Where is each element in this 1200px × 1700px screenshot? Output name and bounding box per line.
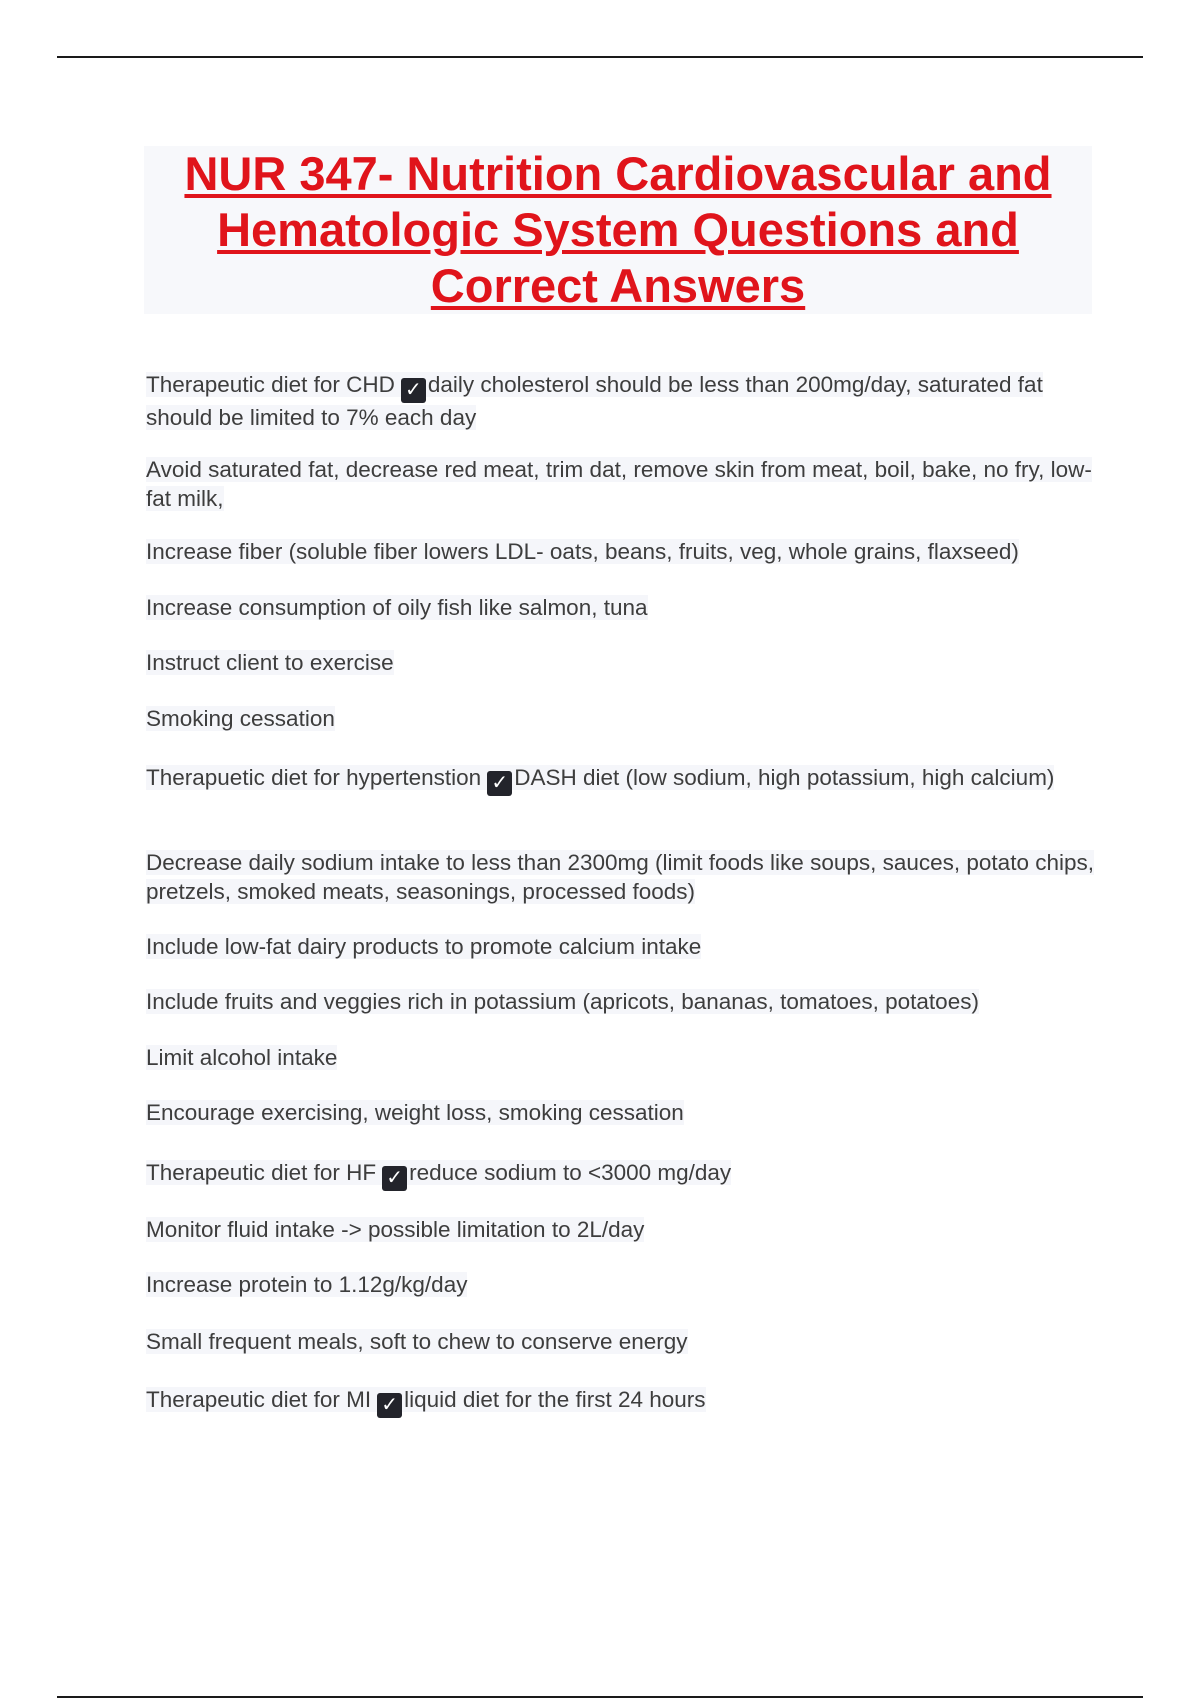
qa-text: Include fruits and veggies rich in potassium (apricots, bananas, tomatoes, potatoes): [146, 989, 979, 1014]
qa-text: Increase consumption of oily fish like salmon, tuna: [146, 595, 648, 620]
qa-answer: reduce sodium to <3000 mg/day: [409, 1160, 732, 1185]
qa-item: [146, 932, 1096, 961]
qa-item: [146, 1327, 1096, 1356]
qa-text: Increase fiber (soluble fiber lowers LDL- oats, beans, fruits, veg, whole grains, flaxseed): [146, 539, 1019, 564]
qa-answer: daily cholesterol should be less than 200mg/day, saturated fat should be limited to 7% each day: [146, 372, 1043, 430]
qa-text: Smoking cessation: [146, 706, 335, 731]
header-rule: [57, 56, 1143, 58]
qa-item: [146, 704, 1096, 733]
qa-answer: liquid diet for the first 24 hours: [404, 1387, 706, 1412]
qa-text: Instruct client to exercise: [146, 650, 394, 675]
qa-item: [146, 1158, 1096, 1191]
qa-item: [146, 455, 1096, 513]
qa-text: Monitor fluid intake -> possible limitation to 2L/day: [146, 1217, 645, 1242]
qa-item: [146, 1385, 1096, 1418]
qa-text: Limit alcohol intake: [146, 1045, 338, 1070]
qa-item: [146, 1098, 1096, 1127]
qa-item: [146, 763, 1096, 796]
qa-text: Avoid saturated fat, decrease red meat, trim dat, remove skin from meat, boil, bake, no fry, low-fat milk,: [146, 457, 1092, 511]
document-title: NUR 347- Nutrition Cardiovascular and Hematologic System Questions and Correct Answers: [184, 147, 1052, 312]
check-box-icon: ✓: [382, 1166, 407, 1191]
footer-rule: [57, 1696, 1143, 1698]
qa-item: [146, 987, 1096, 1016]
qa-item: [146, 1215, 1096, 1244]
qa-item: [146, 370, 1096, 432]
qa-text: Include low-fat dairy products to promote calcium intake: [146, 934, 702, 959]
qa-item: [146, 648, 1096, 677]
qa-question: Therapeutic diet for CHD: [146, 372, 395, 397]
qa-text: Increase protein to 1.12g/kg/day: [146, 1272, 468, 1297]
qa-item: [146, 537, 1096, 566]
qa-item: [146, 848, 1096, 906]
qa-item: [146, 593, 1096, 622]
qa-question: Therapeutic diet for HF: [146, 1160, 377, 1185]
check-box-icon: ✓: [401, 378, 426, 403]
qa-question: Therapeutic diet for MI: [146, 1387, 372, 1412]
qa-question: Therapuetic diet for hypertenstion: [146, 765, 482, 790]
qa-answer: DASH diet (low sodium, high potassium, high calcium): [514, 765, 1055, 790]
qa-text: Decrease daily sodium intake to less than 2300mg (limit foods like soups, sauces, potato chips, pretzels, smoked meats, seasonings, processed foods): [146, 850, 1094, 904]
qa-item: [146, 1043, 1096, 1072]
check-box-icon: ✓: [377, 1393, 402, 1418]
qa-item: [146, 1270, 1096, 1299]
qa-text: Small frequent meals, soft to chew to conserve energy: [146, 1329, 688, 1354]
check-box-icon: ✓: [487, 771, 512, 796]
title-box: [144, 146, 1092, 314]
qa-text: Encourage exercising, weight loss, smoking cessation: [146, 1100, 684, 1125]
